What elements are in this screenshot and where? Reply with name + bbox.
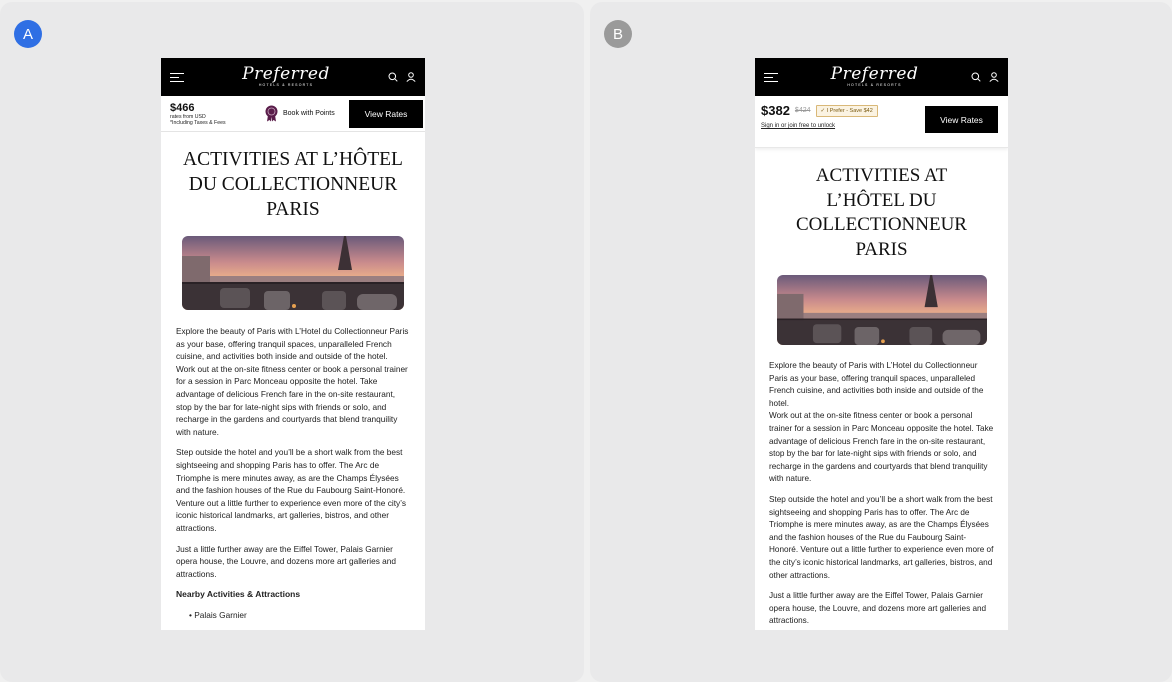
hamburger-icon[interactable]: [170, 73, 184, 82]
price-block: [170, 102, 252, 126]
user-icon[interactable]: [989, 72, 999, 82]
brand-logo[interactable]: [831, 66, 919, 88]
top-nav: [755, 58, 1008, 96]
nav-icons: [388, 72, 416, 82]
paragraph: Work out at the on-site fitness center or book a personal trainer for a session in Parc Monceau opposite the hotel. Take advantage of delicious French fare in the on-site restaurant, stop by the bar for late-night sips with friends or solo, and recharge in the gardens and courtyards that blend tranquility with nature.: [176, 363, 408, 437]
article-body: [755, 345, 1008, 628]
title-line: COLLECTIONNEUR: [796, 214, 967, 235]
user-icon[interactable]: [406, 72, 416, 82]
booking-bar: [755, 96, 1008, 148]
paragraph: Step outside the hotel and you’ll be a short walk from the best sightseeing and shopping Paris has to offer. The Arc de Triomphe is mere minutes away, as are the Champs Élysées and the fashion houses of the Rue du Faubourg Saint-Honoré. Venture out a little further to experience even more of the city’s iconic historical landmarks, art galleries, bistros, and other attractions.: [769, 494, 994, 580]
signin-link[interactable]: Sign in or join free to unlock: [761, 123, 836, 129]
variant-badge: B: [604, 20, 632, 48]
paragraph: Work out at the on-site fitness center or book a personal trainer for a session in Parc Monceau opposite the hotel. Take advantage of delicious French fare in the on-site restaurant, stop by the bar for late-night sips with friends or solo, and recharge in the gardens and courtyards that blend tranquility with nature.: [769, 411, 994, 484]
paragraph: Step outside the hotel and you’ll be a short walk from the best sightseeing and shopping Paris has to offer. The Arc de Triomphe is mere minutes away, as are the Champs Élysées and the fashion houses of the Rue du Faubourg Saint-Honoré. Venture out a little further to experience even more of the city’s iconic historical landmarks, art galleries, bistros, and other attractions.: [176, 447, 406, 533]
article-body: [161, 310, 425, 621]
hero-image: [182, 236, 404, 310]
paragraph: Explore the beauty of Paris with L’Hotel du Collectionneur Paris as your base, offering tranquil spaces, unparalleled French cuisine, and activities both inside and outside of the hotel.: [176, 326, 409, 362]
view-rates-button[interactable]: View Rates: [925, 106, 998, 133]
price-note-taxes: *Including Taxes & Fees: [170, 119, 226, 126]
logo-script: Preferred: [830, 64, 919, 85]
variant-b-panel: [590, 2, 1172, 682]
nearby-heading: Nearby Activities & Attractions: [176, 589, 301, 600]
booking-bar: [161, 96, 425, 132]
price: $382: [761, 103, 790, 118]
book-with-points-link[interactable]: [264, 105, 335, 122]
search-icon[interactable]: [388, 72, 398, 82]
brand-logo[interactable]: [242, 66, 330, 88]
price: $466: [170, 101, 195, 114]
hero-image: [777, 275, 987, 345]
title-line: ACTIVITIES AT: [815, 165, 948, 186]
paragraph: Just a little further away are the Eiffel Tower, Palais Garnier opera house, the Louvre, and dozens more art galleries and attractions.: [769, 591, 987, 626]
medal-icon: [264, 105, 279, 122]
logo-script: Preferred: [242, 64, 330, 85]
title-line: ACTIVITIES AT L’HÔTEL: [183, 149, 403, 170]
mobile-page: [755, 58, 1008, 630]
paragraph: Explore the beauty of Paris with L’Hotel du Collectionneur Paris as your base, offering tranquil spaces, unparalleled French cuisine, and activities both inside and outside of the hotel.: [769, 361, 984, 408]
logo-sub: HOTELS & RESORTS: [258, 83, 314, 88]
search-icon[interactable]: [971, 72, 981, 82]
title-line: L’HÔTEL DU: [826, 189, 937, 211]
top-nav: [161, 58, 425, 96]
page-title: [765, 164, 998, 262]
variant-badge: A: [14, 20, 42, 48]
list-item: • Palais Garnier: [189, 609, 410, 622]
page-title: [173, 147, 413, 222]
mobile-page: [161, 58, 425, 630]
logo-sub: HOTELS & RESORTS: [847, 83, 902, 88]
original-price: $424: [794, 107, 811, 114]
member-savings-badge: ✓ I Prefer - Save $42: [816, 105, 878, 117]
nearby-list: [176, 609, 410, 622]
hamburger-icon[interactable]: [764, 73, 778, 82]
title-line: DU COLLECTIONNEUR: [188, 174, 398, 195]
title-line: PARIS: [855, 238, 908, 260]
variant-a-panel: [0, 2, 584, 682]
book-with-points-label: Book with Points: [283, 110, 335, 117]
title-line: PARIS: [266, 199, 320, 220]
price-note-currency: rates from USD: [170, 113, 206, 120]
paragraph: Just a little further away are the Eiffel Tower, Palais Garnier opera house, the Louvre, and dozens more art galleries and attractions.: [176, 543, 397, 579]
view-rates-button[interactable]: View Rates: [349, 100, 423, 128]
nav-icons: [971, 72, 999, 82]
